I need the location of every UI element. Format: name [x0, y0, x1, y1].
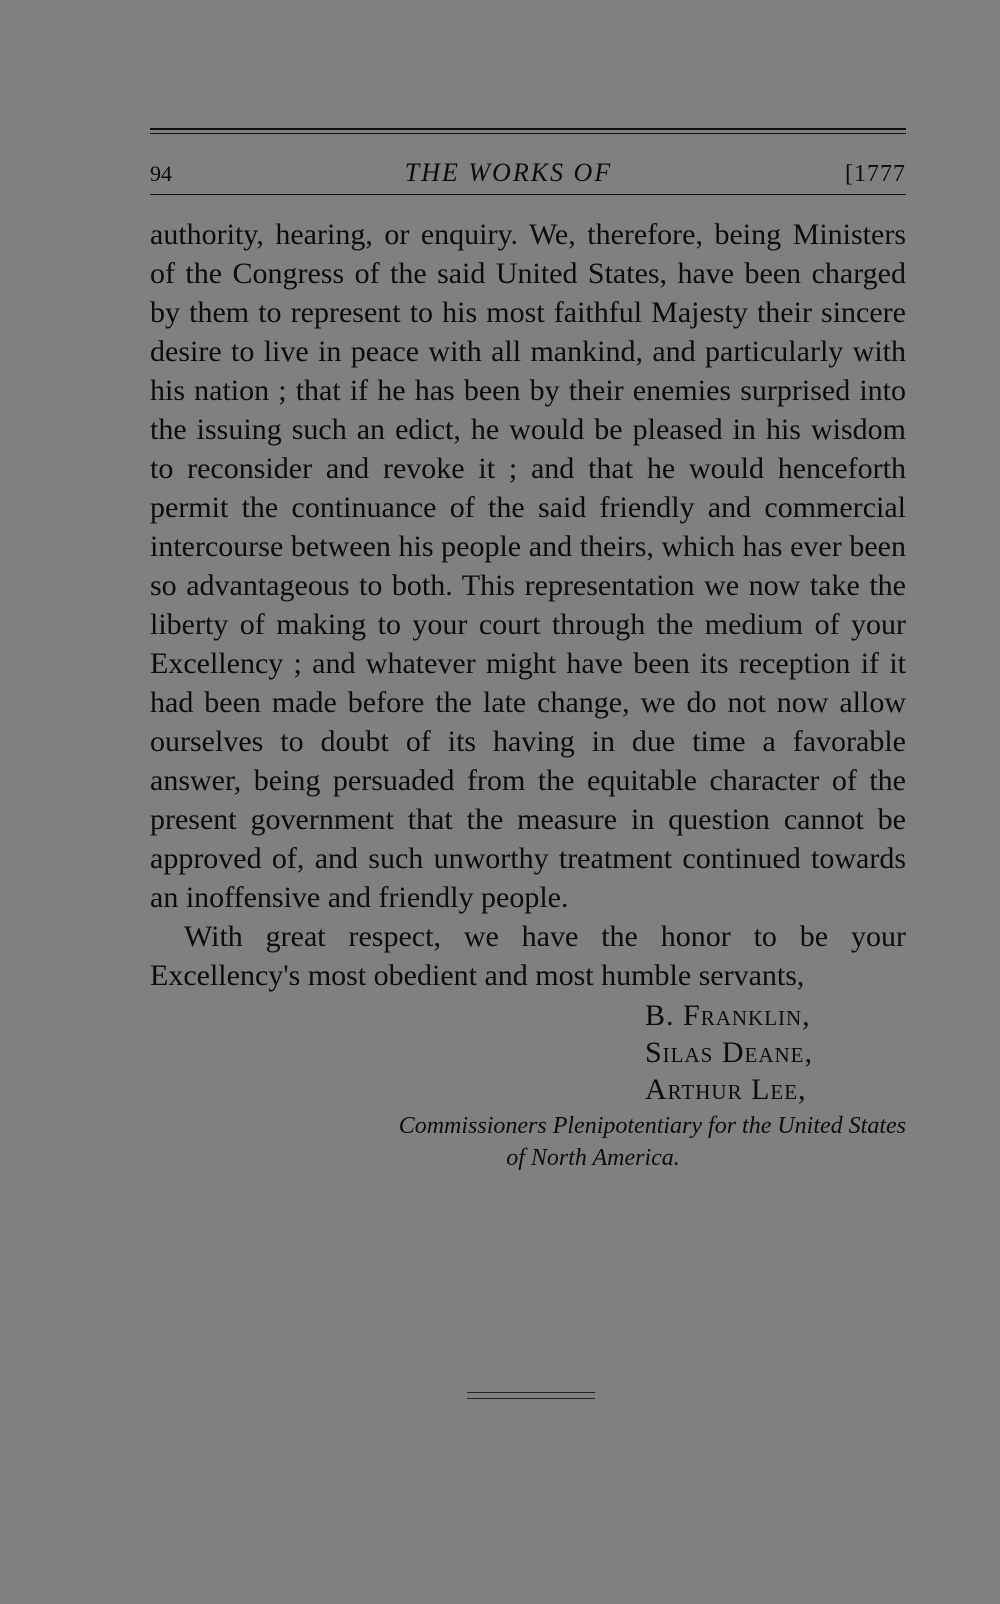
subscription-line-1: Commissioners Plenipotentiary for the United States	[398, 1113, 906, 1139]
page-number: 94	[150, 161, 172, 186]
year-marker: [1777	[845, 161, 906, 187]
signer-lee: Arthur Lee,	[645, 1073, 807, 1106]
closing-paragraph: With great respect, we have the honor to be your Excellency's most obedient and most humble servants,	[150, 920, 906, 992]
book-page	[150, 128, 906, 1174]
commissioners-subscription	[150, 1110, 906, 1174]
running-title: THE WORKS OF	[404, 158, 613, 187]
header-top-rule	[150, 128, 906, 134]
running-head	[150, 158, 906, 192]
signer-franklin: B. Franklin,	[645, 999, 811, 1032]
letter-body	[150, 215, 906, 995]
signer-deane: Silas Deane,	[645, 1036, 814, 1069]
end-ornament-rule	[467, 1392, 595, 1399]
body-paragraph: authority, hearing, or enquiry. We, therefore, being Ministers of the Congress of the said United States, have been charged by them to represent to his most faithful Majesty their sincere desire to live in peace with all mankind, and particularly with his nation ; that if he has been by their enemies surprised into the issuing such an edict, he would be pleased in his wisdom to reconsider and revoke it ; and that he would henceforth permit the continuance of the said friendly and commercial intercourse between his people and theirs, which has ever been so advantageous to both. This representation we now take the liberty of making to your court through the medium of your Excellency ; and whatever might have been its reception if it had been made before the late change, we do not now allow ourselves to doubt of its having in due time a favorable answer, being persuaded from the equitable character of the present government that the measure in question cannot be approved of, and such unworthy treatment continued towards an inoffensive and friendly people.	[150, 218, 906, 914]
signature-block	[645, 997, 906, 1108]
subscription-line-2: of North America.	[506, 1145, 680, 1171]
header-bottom-rule	[150, 194, 906, 195]
